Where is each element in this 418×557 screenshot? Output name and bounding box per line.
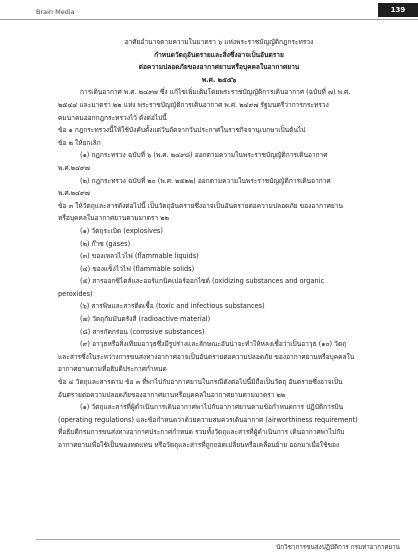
list-item: (๗) วัตถุกัมมันตรังสี (radioactive material) xyxy=(80,315,211,324)
intro-line-1: การเดินอากาศ พ.ศ. ๒๔๙๗ ซึ่ง แก้ไขเพิ่มเติมโดยพระราชบัญญัติการเดินอากาศ (ฉบับที่ ๗) พ.ศ. xyxy=(80,88,351,97)
clause-3: ข้อ ๓ ให้วัตถุและสารดังต่อไปนี้ เป็นวัตถุอันตรายซึ่งอาจเป็นอันตรายต่อความปลอดภัย ของอากาศยาน xyxy=(58,201,343,210)
list-item-cont: อากาศยานตามที่อธิบดีประกาศกำหนด xyxy=(58,365,167,374)
list-item: (๑) วัตถุระเบิด (explosives) xyxy=(80,226,164,235)
footer-divider xyxy=(36,539,400,540)
header-divider xyxy=(0,19,418,20)
clause-2-item-2-cont: พ.ศ.๒๔๙๗ xyxy=(58,189,90,198)
title-line-2: ต่อความปลอดภัยของอากาศยานหรือบุคคลในอากาศยาน xyxy=(138,63,300,72)
list-item: (๓) ของเหลวไวไฟ (flammable liquids) xyxy=(80,252,199,261)
intro-line-2: ๒๕๔๔ และมาตรา ๒๒ แห่ง พระราชบัญญัติการเดินอากาศ พ.ศ. ๒๔๙๗ รัฐมนตรีว่าการกระทรวง xyxy=(58,100,329,109)
list-item-cont: peroxides) xyxy=(58,289,93,298)
clause-2-item-1-cont: พ.ศ.๒๔๙๗ xyxy=(58,163,90,172)
list-item: (๖) สารพิษและสารติดเชื้อ (toxic and infectious substances) xyxy=(80,302,265,311)
list-item: (๙) อาวุธหรือสิ่งเทียมอาวุธซึ่งมีรูปร่างและลักษณะอันน่าจะทำให้หลงเชื่อว่าเป็นอาวุธ (๑๐) วัตถุ xyxy=(80,340,347,349)
list-item: (๕) สารออกซิไดส์และออร์แกนิคเปอร์ออกไซด์ (oxidizing substances and organic xyxy=(80,277,325,286)
clause-4-item-1: (๑) วัตถุและสารที่ผู้ดำเนินการเดินอากาศพาไปกับอากาศยานตามข้อกำหนดการ ปฏิบัติการบิน xyxy=(80,403,344,412)
clause-3-cont: หรือบุคคลในอากาศยานตามมาตรา ๒๒ xyxy=(58,214,169,223)
clause-4-item-1-cont: อากาศยานเพื่อใช้เป็นของทดแทน หรือวัตถุและสารที่ถูกถอดเปลี่ยนหรือเคลื่อนย้าย ออกมาเมื่อใช้ของ xyxy=(58,441,340,449)
clause-2: ข้อ ๒ ให้ยกเลิก xyxy=(58,138,101,147)
document-body xyxy=(58,36,380,452)
clause-2-item-2: (๒) กฎกระทรวง ฉบับที่ ๒๐ (พ.ศ. ๒๕๒๒) ออกตามความในพระราชบัญญัติการเดินอากาศ xyxy=(80,176,331,185)
footer-text: นักวิชาการขนส่งปฏิบัติการ กรมท่าอากาศยาน xyxy=(276,544,400,551)
publisher-label: Brain Media xyxy=(36,8,75,16)
list-item: (๘) สารกัดกร่อน (corrosive substances) xyxy=(80,327,205,336)
page-number-badge: 139 xyxy=(378,3,418,17)
preamble: อาศัยอำนาจตามความในมาตรา ๖ แห่งพระราชบัญญัติกฎกระทรวง xyxy=(124,38,314,46)
clause-1: ข้อ ๑ กฎกระทรวงนี้ให้ใช้บังคับตั้งแต่วันถัดจากวันประกาศในราชกิจจานุเบกษาเป็นต้นไป xyxy=(58,126,306,135)
list-item-cont: และสารซึ่งในระหว่างการขนส่งทางอากาศอาจเป็นอันตรายต่อความปลอดภัย ของอากาศยานหรือบุคคลใน xyxy=(58,352,355,361)
title-year: พ.ศ. ๒๕๕๖ xyxy=(201,75,237,84)
title-line-1: กำหนดวัตถุอันตรายและสิ่งซึ่งอาจเป็นอันตราย xyxy=(154,50,284,59)
intro-line-3: คมนาคมออกกฎกระทรวงไว้ ดังต่อไปนี้ xyxy=(58,113,167,122)
clause-4-item-1-cont: ที่อธิบดีกรมการขนส่งทางอากาศประกาศกำหนด รวมทั้งวัตถุและสารที่ผู้ดำเนินการ เดินอากาศพาไปกับ xyxy=(58,428,345,437)
clause-4: ข้อ ๔ วัตถุและสารตาม ข้อ ๓ ที่พาไปกับอากาศยานในกรณีดังต่อไปนี้มิถือเป็นวัตถุ อันตรายซึ่งอาจเป็น xyxy=(58,378,343,387)
list-item: (๒) ก๊าซ (gases) xyxy=(80,239,131,248)
clause-4-cont: อันตรายต่อความปลอดภัยของอากาศยานหรือบุคคลในอากาศยานตามมาตรา ๒๒ xyxy=(58,390,286,399)
list-item: (๔) ของแข็งไวไฟ (flammable solids) xyxy=(80,264,195,273)
clause-2-item-1: (๑) กฎกระทรวง ฉบับที่ ๖ (พ.ศ. ๒๔๙๘) ออกตามความในพระราชบัญญัติการเดินอากาศ xyxy=(80,151,328,160)
clause-4-item-1-cont: (operating regulations) และข้อกำหนดว่าด้วยความสมควรเดินอากาศ (airworthiness requirement) xyxy=(58,415,358,424)
